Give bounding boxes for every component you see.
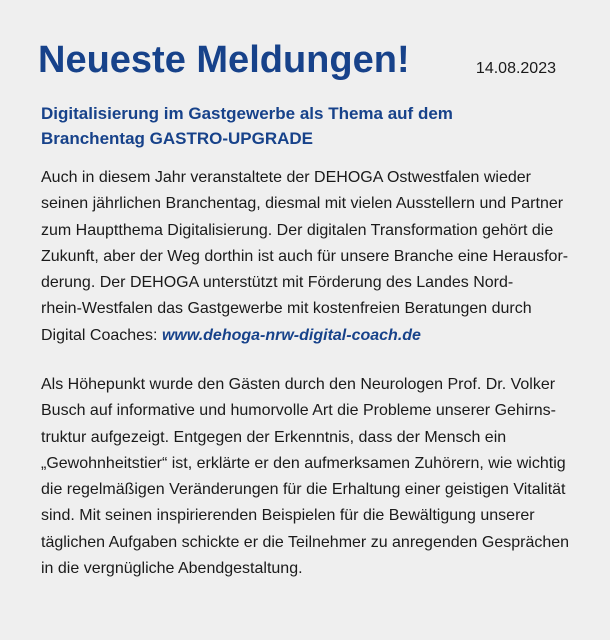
headline-line: Digitalisierung im Gastgewerbe als Thema auf dem [41, 104, 453, 123]
headline-line: Branchentag GASTRO-UPGRADE [41, 129, 314, 148]
paragraph-line: sind. Mit seinen inspirierenden Beispielen für die Bewältigung unserer [41, 507, 535, 525]
paragraph-line: zum Hauptthema Digitalisierung. Der digitalen Transformation gehört die [41, 221, 554, 239]
paragraph-line: seinen jährlichen Branchentag, diesmal mit vielen Ausstellern und Partner [41, 195, 564, 213]
paragraph-line: die regelmäßigen Veränderungen für die Erhaltung einer geistigen Vitalität [41, 481, 566, 499]
paragraph-line: Zukunft, aber der Weg dorthin ist auch für unsere Branche eine Herausfor- [41, 247, 569, 265]
paragraph-line: täglichen Aufgaben schickte er die Teilnehmer zu anregenden Gesprächen [41, 533, 570, 551]
paragraph-line: derung. Der DEHOGA unterstützt mit Förderung des Landes Nord- [41, 274, 514, 292]
digital-coach-link[interactable]: www.dehoga-nrw-digital-coach.de [161, 326, 421, 344]
paragraph-line: „Gewohnheitstier“ ist, erklärte er den aufmerksamen Zuhörern, wie wichtig [41, 454, 566, 472]
paragraph-line-last [41, 323, 581, 349]
paragraph-line: Auch in diesem Jahr veranstaltete der DEHOGA Ostwestfalen wieder [41, 169, 531, 186]
article-paragraph-1 [41, 165, 581, 349]
paragraph-line: in die vergnügliche Abendgestaltung. [41, 560, 303, 578]
paragraph-line: rhein-Westfalen das Gastgewerbe mit kostenfreien Beratungen durch [41, 300, 532, 318]
paragraph-line: Als Höhepunkt wurde den Gästen durch den Neurologen Prof. Dr. Volker [41, 376, 556, 393]
page-title: Neueste Meldungen! [38, 39, 410, 81]
paragraph-line: truktur aufgezeigt. Entgegen der Erkenntnis, dass der Mensch ein [41, 428, 507, 446]
paragraph-text: Digital Coaches: [41, 326, 162, 344]
article-paragraph-2 [41, 372, 581, 582]
news-header [38, 38, 558, 86]
article-headline [41, 101, 571, 151]
paragraph-line: Busch auf informative und humorvolle Art die Probleme unserer Gehirns- [41, 402, 556, 420]
publish-date: 14.08.2023 [475, 60, 556, 77]
